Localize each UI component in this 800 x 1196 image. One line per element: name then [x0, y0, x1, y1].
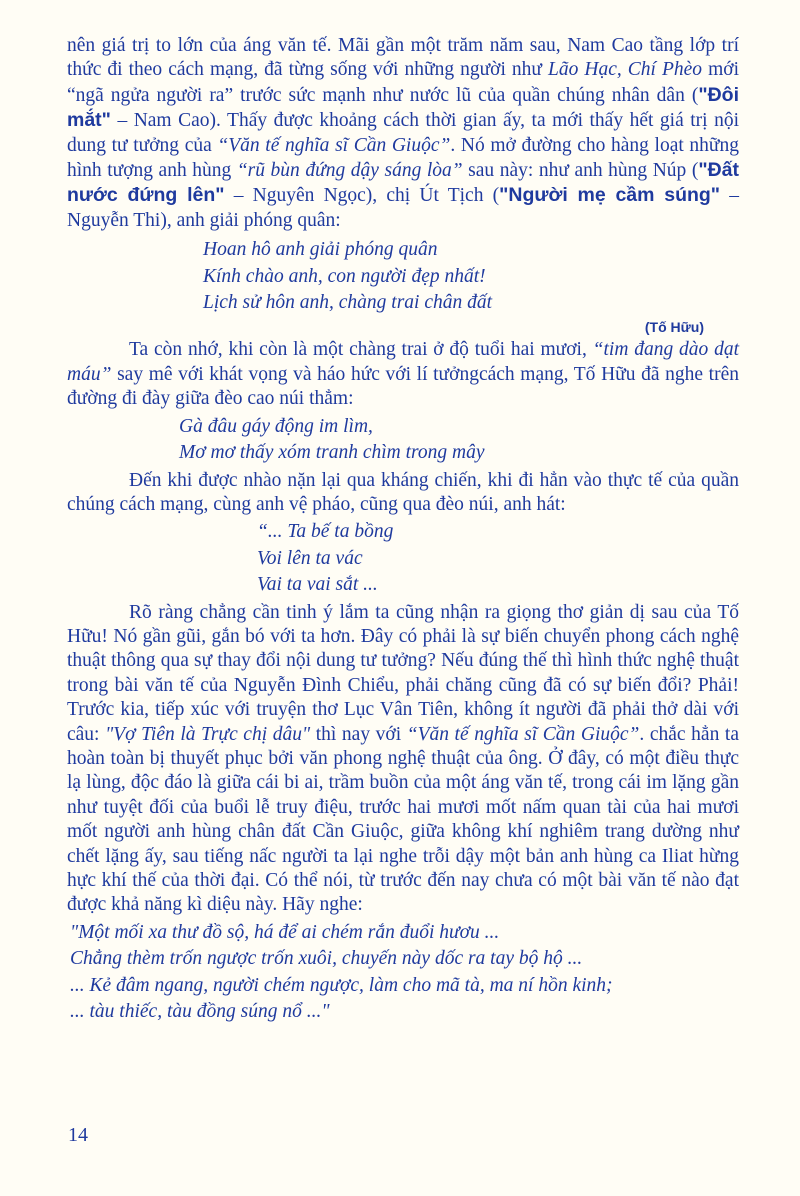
attribution: (Tố Hữu)	[644, 319, 704, 336]
verse-line: Mơ mơ thấy xóm tranh chìm trong mây	[179, 442, 485, 464]
text-run: Ta còn nhớ, khi còn là một chàng trai ở độ tuổi hai mươi,	[129, 339, 593, 361]
italic-run: “tim đang dào dạt máu”	[67, 339, 739, 385]
verse-line: Kính chào anh, con người đẹp nhất!	[203, 265, 486, 287]
verse-line: Vai ta vai sắt ...	[257, 574, 378, 596]
page-number: 14	[68, 1124, 88, 1146]
bold-title: "Người mẹ cầm súng"	[499, 184, 721, 207]
verse-line: Gà đâu gáy động im lìm,	[179, 415, 373, 437]
italic-run: “Văn tế nghĩa sĩ Cần Giuộc”	[217, 134, 451, 156]
verse-block-4	[67, 920, 739, 1026]
verse-line: Lịch sử hôn anh, chàng trai chân đất	[203, 292, 493, 314]
italic-run: “Văn tế nghĩa sĩ Cần Giuộc”	[406, 723, 640, 745]
verse-block-3	[67, 519, 739, 598]
page-body	[67, 34, 739, 1025]
bold-title: "Đôi mắt"	[67, 83, 739, 132]
italic-run: “rũ bùn đứng dậy sáng lòa”	[236, 160, 463, 182]
text-run: – Nguyên Ngọc), chị Út Tịch (	[224, 185, 500, 207]
verse-line: ... Kẻ đâm ngang, người chém ngược, làm cho mã tà, ma ní hồn kinh;	[70, 974, 613, 996]
verse-block-1	[67, 237, 739, 316]
text-run: – Nguyễn Thi), anh giải phóng quân:	[67, 185, 739, 231]
verse-line: Voi lên ta vác	[257, 547, 363, 569]
text-run: thì nay với	[310, 723, 407, 745]
paragraph-3: Đến khi được nhào nặn lại qua kháng chiến, khi đi hẳn vào thực tế của quần chúng cách mạng, cùng anh vệ pháo, cũng qua đèo núi, anh hát:	[67, 469, 739, 515]
text-run: say mê với khát vọng và háo hức với lí tưởngcách mạng, Tố Hữu đã nghe trên đường đi đày giữa đèo cao núi thẳm:	[67, 363, 739, 410]
verse-line: "Một mối xa thư đồ sộ, há để ai chém rắn đuổi hươu ...	[70, 921, 500, 943]
paragraph-1	[67, 34, 739, 233]
text-run: – Nam Cao). Thấy được khoảng cách thời gian ấy, ta mới thấy hết giá trị nội dung tư tưởng của	[67, 110, 739, 156]
verse-line: Chẳng thèm trốn ngược trốn xuôi, chuyến này dốc ra tay bộ hộ ...	[70, 948, 583, 970]
text-run: nên giá trị to lớn của áng văn tế. Mãi gần một trăm năm sau, Nam Cao tầng lớp trí thức đi theo cách mạng, đã từng sống với những người như	[67, 35, 739, 81]
text-run: Rõ ràng chẳng cần tinh ý lắm ta cũng nhận ra giọng thơ giản dị sau của Tố Hữu! Nó gần gũi, gắn bó với ta hơn. Đây có phải là sự biến chuyển phong cách nghệ thuật thông qua sự thay đổi nội dung tư tưởng? Nếu đúng thế thì hình thức nghệ thuật trong bài văn tế của Nguyễn Đình Chiểu, phải chăng cũng đã có sự biến đổi? Phải! Trước kia, tiếp xúc với truyện thơ Lục Vân Tiên, không ít người đã phải thở dài với câu:	[67, 601, 739, 745]
text-run: mới “ngã ngửa người ra” trước sức mạnh như nước lũ của quần chúng nhân dân (	[67, 59, 739, 106]
text-run: . Nó mở đường cho hàng loạt những hình tượng anh hùng	[67, 134, 740, 182]
text-run: sau này: như anh hùng Núp (	[462, 160, 699, 182]
paragraph-2	[67, 338, 739, 411]
paragraph-4	[67, 601, 739, 918]
text-run: . chắc hẳn ta hoàn toàn bị thuyết phục bởi văn phong nghệ thuật của ông. Ở đây, có một điều thực lạ lùng, độc đáo là giữa cái bi ai, trầm buồn của một áng văn tế, trong cái im lặng gần như tuyệt đối của buổi lễ truy điệu, trước hai mươi mốt nấm quan tài của hai mươi mốt người anh hùng chân đất Cần Giuộc, giữa không khí nghiêm trang dường như chết lặng ấy, sau tiếng nấc người ta lại nghe trỗi dậy một bản anh hùng ca Iliat hừng hực khí thế của thời đại. Có thể nói, từ trước đến nay chưa có một bài văn tế nào đạt được khả năng kì diệu này. Hãy nghe:	[67, 723, 739, 916]
verse-line: ... tàu thiếc, tàu đồng súng nổ ..."	[70, 1001, 330, 1023]
italic-run: "Vợ Tiên là Trực chị dâu"	[105, 723, 311, 745]
italic-run: Lão Hạc, Chí Phèo	[548, 59, 703, 81]
verse-line: Hoan hô anh giải phóng quân	[203, 239, 438, 261]
bold-title: "Đất nước đứng lên"	[67, 159, 739, 207]
verse-line: “... Ta bế ta bồng	[257, 521, 394, 543]
verse-block-2	[67, 414, 739, 467]
